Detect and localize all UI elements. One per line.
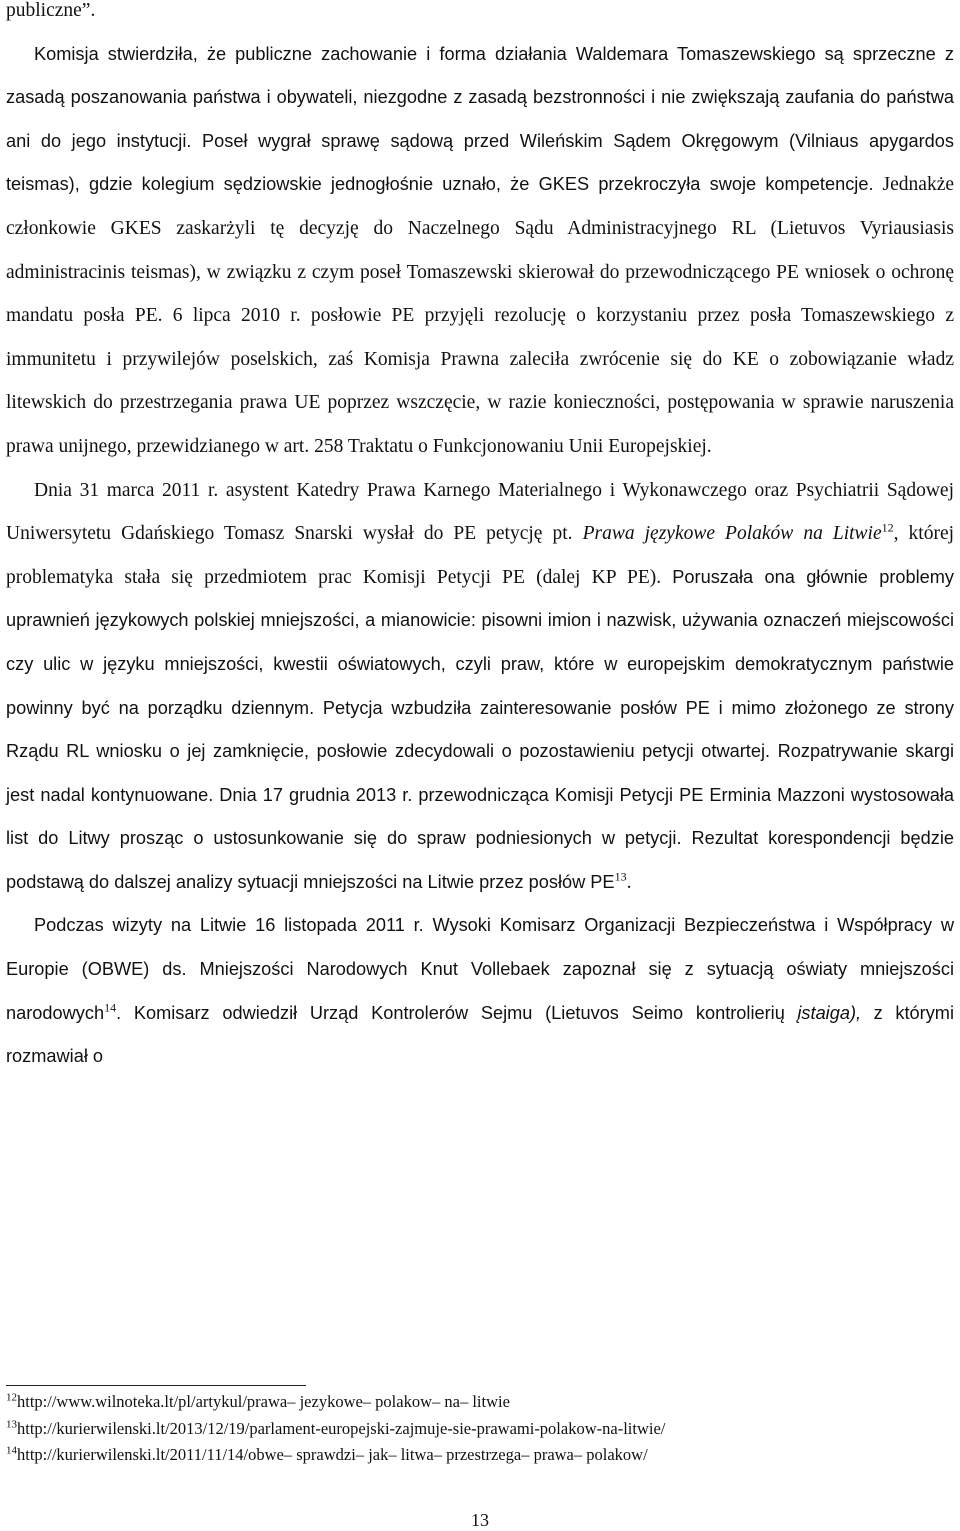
footnote-number: 14 — [6, 1444, 17, 1457]
footnote-ref[interactable]: 12 — [881, 520, 894, 535]
text-run: Poruszała ona głównie problemy uprawnień językowych polskiej mniejszości, a mianowicie: pisowni imion i nazwisk, używania oznaczeń miejscowości czy ulic w języku mniejszości, kwestii oświatowych, czyli praw, które w europejskim demokratycznym państwie powinny być na porządku dziennym. Petycja wzbudziła zainteresowanie posłów PE i mimo złożonego ze strony Rządu RL wniosku o jej zamknięcie, posłowie zdecydowali o pozostawieniu petycji otwartej. Rozpatrywanie skargi jest nadal kontynuowane. Dnia 17 grudnia 2013 r. przewodnicząca Komisji Petycji PE Erminia Mazzoni wystosowała list do Litwy prosząc o ustosunkowanie się do spraw podniesionych w petycji. Rezultat korespondencji będzie podstawą do dalszej analizy sytuacji mniejszości na Litwie przez posłów PE — [6, 566, 955, 892]
text-run: Komisja stwierdziła, że publiczne zachowanie i forma działania Waldemara Tomaszewskiego są sprzeczne z zasadą poszanowania państwa i obywateli, niezgodne z zasadą bezstronności i nie zwiększają zaufania do państwa ani do jego instytucji. Poseł wygrał sprawę sądową przed Wileńskim Sądem Okręgowym (Vilniaus apygardos teismas), gdzie kolegium sędziowskie jednogłośnie uznało, że GKES przekroczyła swoje kompetencje. — [6, 43, 954, 195]
text-run: z którymi rozmawiał o — [6, 1002, 954, 1067]
footnote-12 — [6, 1392, 510, 1412]
document-page — [6, 0, 954, 1079]
paragraph-1 — [6, 0, 954, 469]
footnote-link[interactable]: http://kurierwilenski.lt/2011/11/14/obwe– sprawdzi– jak– litwa– przestrzega– prawa– polakow/ — [17, 1445, 648, 1464]
text-run: . — [626, 871, 632, 893]
paragraph-3 — [6, 904, 954, 1078]
text-run: , której problematyka stała się przedmiotem prac Komisji Petycji PE (dalej KP PE). — [6, 523, 955, 588]
text-run: publiczne”. — [6, 0, 96, 21]
institution-name: įstaiga), — [797, 1002, 862, 1023]
footnote-link[interactable]: http://www.wilnoteka.lt/pl/artykul/prawa– jezykowe– polakow– na– litwie — [17, 1392, 510, 1411]
footnote-divider — [6, 1385, 306, 1386]
text-run: . Komisarz odwiedził Urząd Kontrolerów Sejmu (Lietuvos Seimo kontrolierių — [116, 1002, 785, 1023]
footnote-ref[interactable]: 13 — [614, 869, 627, 884]
footnote-number: 13 — [6, 1418, 17, 1431]
text-run: Dnia 31 marca 2011 r. asystent Katedry Prawa Karnego Materialnego i Wykonawczego oraz Psychiatrii Sądowej Uniwersytetu Gdańskiego Tomasz Snarski wysłał do PE petycję pt. — [6, 479, 954, 545]
petition-title: Prawa językowe Polaków na Litwie — [582, 523, 882, 545]
text-run: Jednakże członkowie GKES zaskarżyli tę decyzję do Naczelnego Sądu Administracyjnego RL (Lietuvos Vyriausiasis administracinis teismas), w związku z czym poseł Tomaszewski skierował do przewodniczącego PE wniosek o ochronę mandatu posła PE. 6 lipca 2010 r. posłowie PE przyjęli rezolucję o korzystaniu przez posła Tomaszewskiego z immunitetu i przywilejów poselskich, zaś Komisja Prawna zaleciła zwrócenie się do KE o zobowiązanie władz litewskich do przestrzegania prawa UE poprzez wszczęcie, w razie konieczności, postępowania w sprawie naruszenia prawa unijnego, przewidzianego w art. 258 Traktatu o Funkcjonowaniu Unii Europejskiej. — [6, 174, 955, 457]
footnote-ref[interactable]: 14 — [104, 1000, 117, 1015]
footnote-14 — [6, 1445, 648, 1465]
footnote-13 — [6, 1419, 665, 1439]
footnote-link[interactable]: http://kurierwilenski.lt/2013/12/19/parlament-europejski-zajmuje-sie-prawami-polakow-na-litwie/ — [17, 1419, 666, 1438]
paragraph-2 — [6, 469, 954, 905]
page-number: 13 — [471, 1510, 489, 1530]
footnote-number: 12 — [6, 1391, 17, 1404]
text-run: Podczas wizyty na Litwie 16 listopada 2011 r. Wysoki Komisarz Organizacji Bezpieczeństwa i Współpracy w Europie (OBWE) ds. Mniejszości Narodowych Knut Vollebaek zapoznał się z sytuacją oświaty mniejszości narodowych — [6, 915, 954, 1023]
